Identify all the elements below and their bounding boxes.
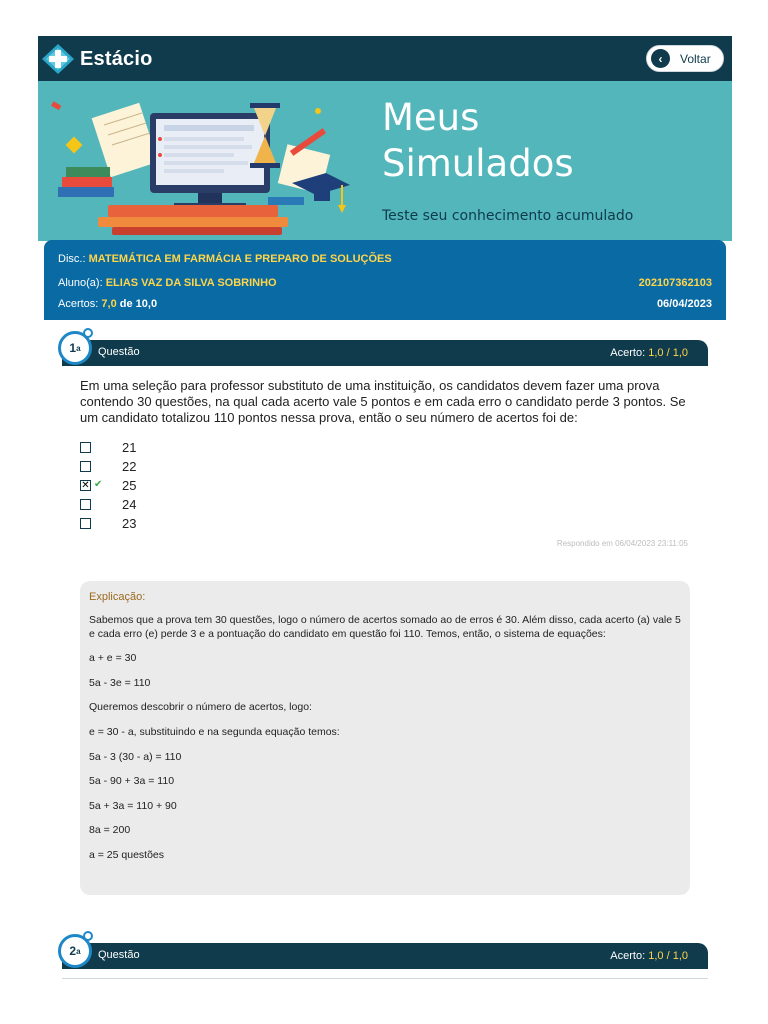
hits-total: de 10,0 [119, 298, 158, 310]
checkbox-icon[interactable] [80, 499, 91, 510]
explanation-intro: Sabemos que a prova tem 30 questões, logo o número de acertos somado ao de erros é 30. Além disso, cada acerto (a) vale 5 e cada erro (e) perde 3 e a pontuação do candidato em questão foi 110. Temos, então, o sistema de equações: [89, 614, 681, 640]
explanation-line: e = 30 - a, substituindo e na segunda equação temos: [89, 726, 340, 738]
discipline-label: Disc.: [58, 253, 86, 265]
question-label: Questão [98, 949, 140, 961]
back-button[interactable] [646, 45, 724, 72]
score-value: 1,0 [648, 347, 664, 359]
question-ordinal: a [76, 343, 81, 353]
student-id: 202107362103 [638, 277, 712, 289]
explanation-line: 5a - 3 (30 - a) = 110 [89, 751, 182, 763]
student-label: Aluno(a): [58, 277, 103, 289]
info-row-discipline [58, 253, 712, 265]
hits-label: Acertos: [58, 298, 99, 310]
explanation-line: 5a - 90 + 3a = 110 [89, 775, 175, 787]
option-label: 23 [122, 516, 137, 531]
hits-value: 7,0 [101, 298, 117, 310]
question-number: 1 [69, 341, 77, 355]
question-score [610, 347, 688, 359]
explanation-line: 8a = 200 [89, 824, 131, 836]
score-separator: / [666, 347, 670, 359]
badge-dot-icon [83, 328, 93, 338]
student-name: ELIAS VAZ DA SILVA SOBRINHO [105, 277, 277, 289]
question-label: Questão [98, 346, 140, 358]
explanation-box [80, 581, 690, 895]
question-1-header [62, 340, 708, 366]
exam-info-panel [44, 240, 726, 320]
checked-checkbox-icon[interactable]: ✕ [81, 479, 90, 491]
brand-name: Estácio [80, 47, 153, 70]
option-label: 21 [122, 440, 137, 455]
question-ordinal: a [76, 946, 81, 956]
page [44, 36, 732, 1024]
question-number-badge [58, 331, 92, 365]
checkbox-icon[interactable] [80, 461, 91, 472]
explanation-line: Queremos descobrir o número de acertos, logo: [89, 701, 312, 713]
checkbox-icon[interactable] [80, 442, 91, 453]
question-number: 2 [69, 944, 77, 958]
explanation-line: 5a + 3a = 110 + 90 [89, 800, 177, 812]
score-max: 1,0 [672, 347, 688, 359]
question-2-header [62, 943, 708, 969]
discipline-value: MATEMÁTICA EM FARMÁCIA E PREPARO DE SOLUÇÕES [88, 253, 392, 265]
divider [62, 978, 708, 979]
option-label: 22 [122, 459, 137, 474]
score-label: Acerto: [610, 950, 646, 962]
estacio-logo[interactable] [42, 44, 153, 74]
explanation-title: Explicação: [89, 591, 146, 603]
score-label: Acerto: [610, 347, 646, 359]
page-title [382, 95, 574, 187]
student [58, 277, 277, 289]
top-bar [38, 36, 732, 81]
hero-banner [38, 81, 732, 241]
info-row-hits [58, 298, 712, 310]
discipline [58, 253, 392, 265]
answered-timestamp: Respondido em 06/04/2023 23:11:05 [556, 539, 688, 548]
option-label: 24 [122, 497, 137, 512]
question-number-badge [58, 934, 92, 968]
score-separator: / [666, 950, 670, 962]
checkbox-icon[interactable] [80, 518, 91, 529]
estacio-logo-icon [42, 44, 74, 74]
info-row-student [58, 277, 712, 289]
question-score [610, 950, 688, 962]
option-label: 25 [122, 478, 137, 493]
exam-date: 06/04/2023 [656, 298, 712, 310]
explanation-line: a = 25 questões [89, 849, 165, 861]
question-text: Em uma seleção para professor substituto de uma instituição, os candidatos devem fazer uma prova contendo 30 questões, na qual cada acerto vale 5 pontos e em cada erro o candidato perde 3 pontos. Se um candidato totalizou 110 pontos nessa prova, então o seu número de acertos foi de: [80, 378, 686, 425]
score-max: 1,0 [672, 950, 688, 962]
badge-dot-icon [83, 931, 93, 941]
page-subtitle: Teste seu conhecimento acumulado [382, 208, 634, 224]
score-value: 1,0 [648, 950, 664, 962]
page-title-line2: Simulados [382, 142, 574, 185]
chevron-left-icon: ‹ [651, 49, 670, 68]
explanation-line: a + e = 30 [89, 652, 137, 664]
back-button-label: Voltar [680, 51, 711, 66]
explanation-line: 5a - 3e = 110 [89, 677, 151, 689]
page-title-line1: Meus [382, 96, 480, 139]
study-illustration [38, 81, 358, 241]
hits [58, 298, 157, 310]
correct-check-icon: ✔ [94, 479, 103, 490]
